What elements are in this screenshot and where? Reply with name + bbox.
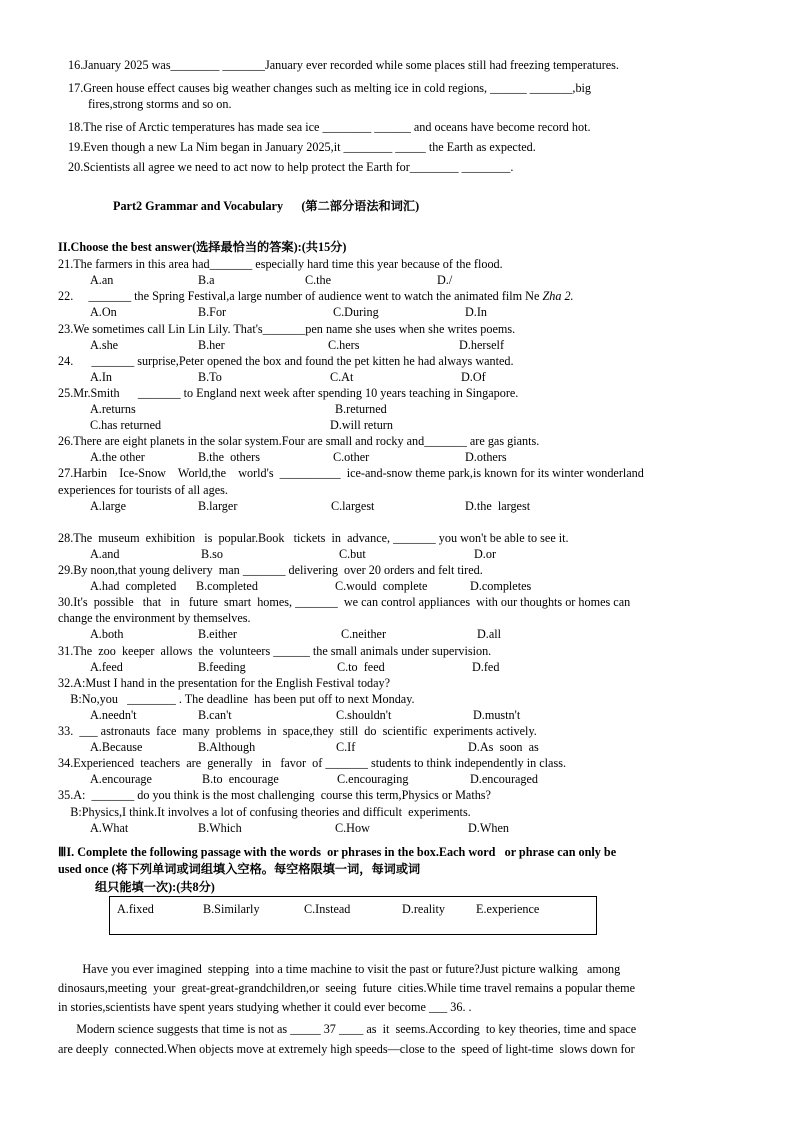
option-27-a[interactable]: A.large [90,499,126,513]
option-30-b[interactable]: B.either [198,627,237,641]
option-29-b[interactable]: B.completed [196,579,258,593]
option-22-c[interactable]: C.During [333,305,379,319]
option-29-a[interactable]: A.had completed [90,579,177,593]
mc-question-28: 28.The museum exhibition is popular.Book tickets in advance, _______ you won't be able to see it. [58,531,569,545]
passage-line-5: are deeply connected.When objects move at extremely high speeds—close to the speed of light-time slows down for [58,1042,635,1056]
mc-question-26: 26.There are eight planets in the solar system.Four are small and rocky and_______ are gas giants. [58,434,540,448]
option-21-a[interactable]: A.an [90,273,114,287]
mc-question-30-cont: change the environment by themselves. [58,611,251,625]
option-30-d[interactable]: D.all [477,627,502,641]
option-32-b[interactable]: B.can't [198,708,232,722]
section3-title-line1: ⅢI. Complete the following passage with the words or phrases in the box.Each word or phrase can only be [58,845,617,859]
option-23-d[interactable]: D.herself [459,338,505,352]
option-29-d[interactable]: D.completes [470,579,532,593]
option-26-b[interactable]: B.the others [198,450,260,464]
option-30-c[interactable]: C.neither [341,627,387,641]
part2-title: Part2 Grammar and Vocabulary (第二部分语法和词汇) [113,199,420,213]
option-22-b[interactable]: B.For [198,305,227,319]
option-28-d[interactable]: D.or [474,547,497,561]
option-28-a[interactable]: A.and [90,547,120,561]
option-25-a[interactable]: A.returns [90,402,136,416]
option-35-a[interactable]: A.What [90,821,129,835]
option-22-a[interactable]: A.On [90,305,117,319]
mc-question-22: 22. _______ the Spring Festival,a large number of audience went to watch the animated film Ne Zha 2. [58,289,574,303]
mc-question-21: 21.The farmers in this area had_______ especially hard time this year because of the flood. [58,257,503,271]
passage-line-1: Have you ever imagined stepping into a time machine to visit the past or future?Just picture walking among [58,962,621,976]
fill-question-17-cont: fires,strong storms and so on. [88,97,232,111]
option-31-c[interactable]: C.to feed [337,660,385,674]
option-34-a[interactable]: A.encourage [90,772,152,786]
option-33-a[interactable]: A.Because [90,740,143,754]
option-26-d[interactable]: D.others [465,450,507,464]
option-27-b[interactable]: B.larger [198,499,238,513]
word-option-c: C.Instead [304,902,351,916]
option-25-d[interactable]: D.will return [330,418,393,432]
passage-line-2: dinosaurs,meeting your great-great-grandchildren,or seeing future cities.While time travel remains a popular theme [58,981,636,995]
mc-question-31: 31.The zoo keeper allows the volunteers ______ the small animals under supervision. [58,644,492,658]
passage-line-3: in stories,scientists have spent years studying whether it could ever become ___ 36. . [58,1000,472,1014]
option-24-b[interactable]: B.To [198,370,222,384]
mc-question-32-cont: B:No,you ________ . The deadline has been put off to next Monday. [58,692,415,706]
option-31-d[interactable]: D.fed [472,660,500,674]
fill-question-17: 17.Green house effect causes big weather changes such as melting ice in cold regions, ______ _______,big [68,81,592,95]
option-23-b[interactable]: B.her [198,338,225,352]
word-option-d: D.reality [402,902,445,916]
fill-question-19: 19.Even though a new La Nim began in January 2025,it ________ _____ the Earth as expected. [68,140,536,154]
option-32-d[interactable]: D.mustn't [473,708,521,722]
option-23-c[interactable]: C.hers [328,338,360,352]
option-30-a[interactable]: A.both [90,627,124,641]
word-option-e: E.experience [476,902,540,916]
option-35-d[interactable]: D.When [468,821,509,835]
option-32-a[interactable]: A.needn't [90,708,137,722]
option-33-b[interactable]: B.Although [198,740,256,754]
option-24-a[interactable]: A.In [90,370,113,384]
mc-question-34: 34.Experienced teachers are generally in favor of _______ students to think independently in class. [58,756,567,770]
mc-question-27: 27.Harbin Ice-Snow World,the world's __________ ice-and-snow theme park,is known for its winter wonderland [58,466,644,480]
option-32-c[interactable]: C.shouldn't [336,708,392,722]
section2-title: II.Choose the best answer(选择最恰当的答案):(共15分) [58,240,347,254]
option-34-d[interactable]: D.encouraged [470,772,539,786]
mc-question-32: 32.A:Must I hand in the presentation for the English Festival today? [58,676,391,690]
option-24-d[interactable]: D.Of [461,370,486,384]
option-35-b[interactable]: B.Which [198,821,242,835]
word-option-a: A.fixed [117,902,154,916]
option-33-c[interactable]: C.If [336,740,356,754]
option-28-b[interactable]: B.so [201,547,224,561]
option-25-c[interactable]: C.has returned [90,418,162,432]
option-33-d[interactable]: D.As soon as [468,740,539,754]
fill-question-18: 18.The rise of Arctic temperatures has made sea ice ________ ______ and oceans have become record hot. [68,120,591,134]
mc-question-24: 24. _______ surprise,Peter opened the box and found the pet kitten he had always wanted. [58,354,514,368]
section3-title-line2: used once (将下列单词或词组填入空格。每空格限填一词，每词或词 [58,862,421,876]
word-option-b: B.Similarly [203,902,260,916]
option-25-b[interactable]: B.returned [335,402,387,416]
option-29-c[interactable]: C.would complete [335,579,428,593]
option-22-d[interactable]: D.In [465,305,488,319]
word-box [109,896,597,935]
option-34-b[interactable]: B.to encourage [202,772,279,786]
option-26-a[interactable]: A.the other [90,450,145,464]
option-26-c[interactable]: C.other [333,450,370,464]
mc-question-23: 23.We sometimes call Lin Lin Lily. That's_______pen name she uses when she writes poems. [58,322,516,336]
option-21-d[interactable]: D./ [437,273,453,287]
section3-title-line3: 组只能填一次):(共8分) [95,880,215,894]
option-21-b[interactable]: B.a [198,273,215,287]
option-34-c[interactable]: C.encouraging [337,772,409,786]
option-31-b[interactable]: B.feeding [198,660,246,674]
fill-question-16: 16.January 2025 was________ _______January ever recorded while some places still had freezing temperatures. [68,58,619,72]
mc-question-29: 29.By noon,that young delivery man _______ delivering over 20 orders and felt tired. [58,563,483,577]
option-31-a[interactable]: A.feed [90,660,123,674]
option-24-c[interactable]: C.At [330,370,354,384]
mc-question-33: 33. ___ astronauts face many problems in space,they still do scientific experiments actively. [58,724,537,738]
option-27-d[interactable]: D.the largest [465,499,531,513]
mc-question-35-cont: B:Physics,I think.It involves a lot of confusing theories and difficult experiments. [58,805,471,819]
option-21-c[interactable]: C.the [305,273,332,287]
option-28-c[interactable]: C.but [339,547,366,561]
fill-question-20: 20.Scientists all agree we need to act now to help protect the Earth for________ ________. [68,160,514,174]
passage-line-4: Modern science suggests that time is not as _____ 37 ____ as it seems.According to key theories, time and space [58,1022,637,1036]
mc-question-27-cont: experiences for tourists of all ages. [58,483,228,497]
mc-question-30: 30.It's possible that in future smart homes, _______ we can control appliances with our thoughts or homes can [58,595,631,609]
option-27-c[interactable]: C.largest [331,499,375,513]
option-23-a[interactable]: A.she [90,338,119,352]
option-35-c[interactable]: C.How [335,821,370,835]
mc-question-35: 35.A: _______ do you think is the most challenging course this term,Physics or Maths? [58,788,491,802]
mc-question-25: 25.Mr.Smith _______ to England next week after spending 10 years teaching in Singapore. [58,386,519,400]
